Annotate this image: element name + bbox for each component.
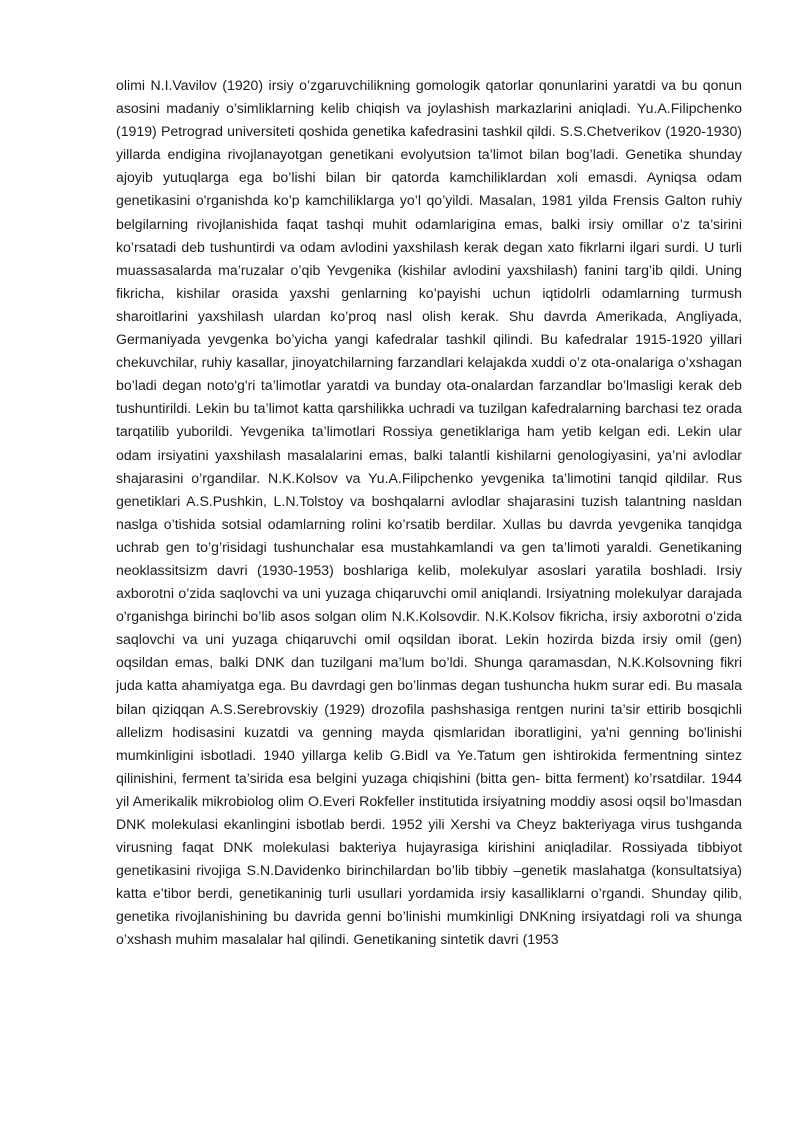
- document-page: [116, 74, 742, 1084]
- body-paragraph: olimi N.I.Vavilov (1920) irsiy o’zgaruvchilikning gomologik qatorlar qonunlarini yaratdi va bu qonun asosini madaniy o’simliklarning kelib chiqish va joylashish markazlarini aniqladi. Yu.A.Filipchenko (1919) Petrograd universiteti qoshida genetika kafedrasini tashkil qildi. S.S.Chetverikov (1920-1930) yillarda endigina rivojlanayotgan genetikani evolyutsion ta’limot bilan bog’ladi. Genetika shunday ajoyib yutuqlarga ega bo’lishi bilan bir qatorda kamchiliklardan xoli emasdi. Ayniqsa odam genetikasini o'rganishda ko’p kamchiliklarga yo’l qo’yildi. Masalan, 1981 yilda Frensis Galton ruhiy belgilarning rivojlanishida faqat tashqi muhit odamlarigina emas, balki irsiy omillar o’z ta’sirini ko’rsatadi deb tushuntirdi va odam avlodini yaxshilash kerak degan xato fikrlarni ilgari surdi. U turli muassasalarda ma’ruzalar o’qib Yevgenika (kishilar avlodini yaxshilash) fanini targ’ib qildi. Uning fikricha, kishilar orasida yaxshi genlarning ko’payishi uchun iqtidolrli odamlarning turmush sharoitlarini yaxshilash ulardan ko’proq nasl olish kerak. Shu davrda Amerikada, Angliyada, Germaniyada yevgenka bo’yicha yangi kafedralar tashkil qilindi. Bu kafedralar 1915-1920 yillari chekuvchilar, ruhiy kasallar, jinoyatchilarning farzandlari kelajakda xuddi o’z ota-onalariga o’xshagan bo’ladi degan noto'g'ri ta’limotlar yaratdi va bunday ota-onalardan farzandlar bo’lmasligi kerak deb tushuntirildi. Lekin bu ta’limot katta qarshilikka uchradi va tuzilgan kafedralarning barchasi tez orada tarqatilib yuborildi. Yevgenika ta’limotlari Rossiya genetiklariga ham yetib kelgan edi. Lekin ular odam irsiyatini yaxshilash masalalarini emas, balki talantli kishilarni genologiyasini, ya’ni avlodlar shajarasini o’rgandilar. N.K.Kolsov va Yu.A.Filipchenko yevgenika ta’limotini tanqid qildilar. Rus genetiklari A.S.Pushkin, L.N.Tolstoy va boshqalarni avlodlar shajarasini tuzish talantning nasldan naslga o’tishida sotsial odamlarning rolini ko’rsatib berdilar. Xullas bu davrda yevgenika tanqidga uchrab gen to’g’risidagi tushunchalar esa mustahkamlandi va gen ta’limoti yaraldi. Genetikaning neoklassitsizm davri (1930-1953) boshlariga kelib, molekulyar asoslari yaratila boshladi. Irsiy axborotni o’zida saqlovchi va uni yuzaga chiqaruvchi omil aniqlandi. Irsiyatning molekulyar darajada o'rganishga birinchi bo’lib asos solgan olim N.K.Kolsovdir. N.K.Kolsov fikricha, irsiy axborotni o’zida saqlovchi va uni yuzaga chiqaruvchi omil oqsildan iborat. Lekin hozirda bizda irsiy omil (gen) oqsildan emas, balki DNK dan tuzilgani ma’lum bo’ldi. Shunga qaramasdan, N.K.Kolsovning fikri juda katta ahamiyatga ega. Bu davrdagi gen bo’linmas degan tushuncha hukm surar edi. Bu masala bilan qiziqqan A.S.Serebrovskiy (1929) drozofila pashshasiga rentgen nurini ta’sir ettirib bosqichli allelizm hodisasini kuzatdi va genning mayda qismlaridan iboratligini, ya'ni genning bo'linishi mumkinligini isbotladi. 1940 yillarga kelib G.Bidl va Ye.Tatum gen ishtirokida fermentning sintez qilinishini, ferment ta’sirida esa belgini yuzaga chiqishini (bitta gen- bitta ferment) ko’rsatdilar. 1944 yil Amerikalik mikrobiolog olim O.Everi Rokfeller institutida irsiyatning moddiy asosi oqsil bo’lmasdan DNK molekulasi ekanlingini isbotlab berdi. 1952 yili Xershi va Cheyz bakteriyaga virus tushganda virusning faqat DNK molekulasi bakteriya hujayrasiga kirishini aniqladilar. Rossiyada tibbiyot genetikasini rivojiga S.N.Davidenko birinchilardan bo’lib tibbiy –genetik maslahatga (konsultatsiya) katta e’tibor berdi, genetikaninig turli usullari yordamida irsiy kasalliklarni o’rgandi. Shunday qilib, genetika rivojlanishining bu davrida genni bo’linishi mumkinligi DNKning irsiyatdagi roli va shunga o’xshash muhim masalalar hal qilindi. Genetikaning sintetik davri (1953: [116, 77, 742, 948]
